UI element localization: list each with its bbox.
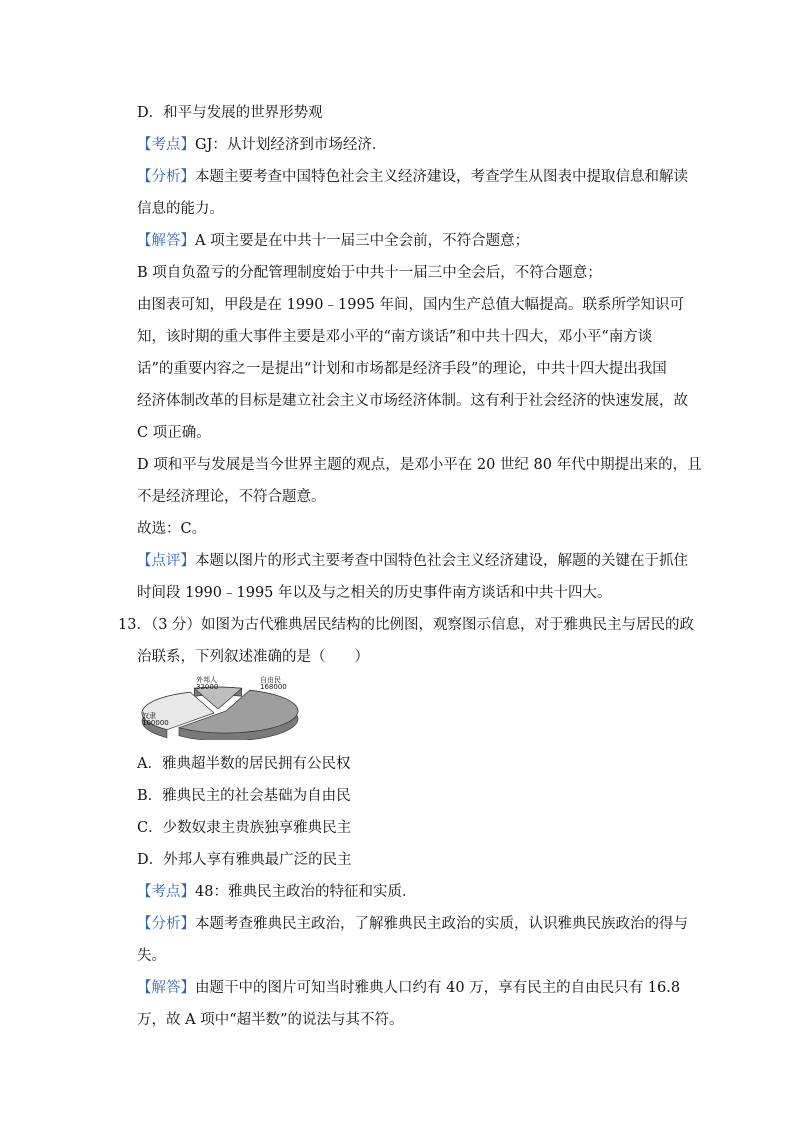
line-text: 万，故 A 项中“超半数”的说法与其不符。 [137, 1012, 404, 1028]
pie-value-label: 168000 [260, 683, 287, 691]
text-line [137, 551, 688, 571]
line-text: C．少数奴隶主贵族独享雅典民主 [137, 820, 352, 836]
pie-value-label: 100000 [142, 719, 169, 727]
line-text: 13．（3 分）如图为古代雅典居民结构的比例图，观察图示信息，对于雅典民主与居民的政 [118, 617, 695, 633]
text-line [137, 519, 206, 539]
line-text: D．和平与发展的世界形势观 [137, 105, 323, 121]
line-text: 失。 [137, 948, 166, 964]
line-text: 治联系，下列叙述准确的是（ ） [137, 649, 369, 665]
line-text: 48：雅典民主政治的特征和实质． [195, 884, 417, 900]
text-line [137, 850, 352, 870]
line-text: 不是经济理论，不符合题意。 [137, 489, 326, 505]
text-line [137, 295, 684, 315]
text-line [137, 263, 602, 283]
line-text: 故选：C。 [137, 521, 207, 537]
line-text: 本题主要考查中国特色社会主义经济建设，考查学生从图表中提取信息和解读 [195, 169, 688, 185]
text-line [137, 391, 688, 411]
text-line [137, 754, 350, 774]
line-text: 本题以图片的形式主要考查中国特色社会主义经济建设，解题的关键在于抓住 [195, 553, 688, 569]
line-text: 由题干中的图片可知当时雅典人口约有 40 万，享有民主的自由民只有 16.8 [195, 980, 681, 996]
text-line [137, 423, 211, 443]
text-line [137, 487, 326, 507]
line-text: B 项自负盈亏的分配管理制度始于中共十一届三中全会后，不符合题意； [137, 265, 602, 281]
text-line [137, 1010, 404, 1030]
line-text: D 项和平与发展是当今世界主题的观点，是邓小平在 20 世纪 80 年代中期提出来的，且 [137, 457, 702, 473]
line-text: GJ：从计划经济到市场经济． [195, 137, 387, 153]
text-line [137, 199, 224, 219]
pie-category-label: 外邦人 [196, 676, 217, 684]
line-text: 知，该时期的重大事件主要是邓小平的“南方谈话”和中共十四大，邓小平“南方谈 [137, 329, 653, 345]
text-line [137, 647, 369, 667]
section-tag: 【考点】 [137, 137, 195, 153]
section-tag: 【分析】 [137, 169, 195, 185]
pie-value-label: 32000 [196, 683, 219, 691]
text-line [137, 231, 529, 251]
section-tag: 【考点】 [137, 884, 195, 900]
text-line [137, 978, 680, 998]
line-text: 本题考查雅典民主政治，了解雅典民主政治的实质，认识雅典民族政治的得与 [195, 916, 688, 932]
text-line [137, 786, 351, 806]
line-text: 话”的重要内容之一是提出“计划和市场都是经济手段”的理论，中共十四大提出我国 [137, 361, 667, 377]
line-text: 信息的能力。 [137, 201, 224, 217]
text-line [137, 882, 416, 902]
section-tag: 【解答】 [137, 233, 195, 249]
text-line [137, 583, 612, 603]
section-tag: 【点评】 [137, 553, 195, 569]
section-tag: 【解答】 [137, 980, 195, 996]
text-line [137, 359, 667, 379]
pie-category-label: 自由民 [260, 676, 281, 684]
line-text: D．外邦人享有雅典最广泛的民主 [137, 852, 352, 868]
text-line [137, 167, 688, 187]
line-text: C 项正确。 [137, 425, 211, 441]
text-line [137, 455, 702, 475]
section-tag: 【分析】 [137, 916, 195, 932]
text-line [137, 103, 323, 123]
line-text: A 项主要是在中共十一届三中全会前，不符合题意； [195, 233, 530, 249]
athens-population-pie-chart [138, 672, 303, 740]
pie-category-label: 奴隶 [142, 712, 156, 720]
text-line [137, 327, 652, 347]
text-line [137, 946, 166, 966]
line-text: 由图表可知，甲段是在 1990﹣1995 年间，国内生产总值大幅提高。联系所学知识可 [137, 297, 685, 313]
text-line [137, 818, 351, 838]
line-text: A．雅典超半数的居民拥有公民权 [137, 756, 351, 772]
line-text: B．雅典民主的社会基础为自由民 [137, 788, 351, 804]
text-line [137, 914, 688, 934]
text-line [137, 135, 386, 155]
line-text: 时间段 1990﹣1995 年以及与之相关的历史事件南方谈话和中共十四大。 [137, 585, 612, 601]
text-line [118, 615, 694, 635]
line-text: 经济体制改革的目标是建立社会主义市场经济体制。这有利于社会经济的快速发展，故 [137, 393, 688, 409]
